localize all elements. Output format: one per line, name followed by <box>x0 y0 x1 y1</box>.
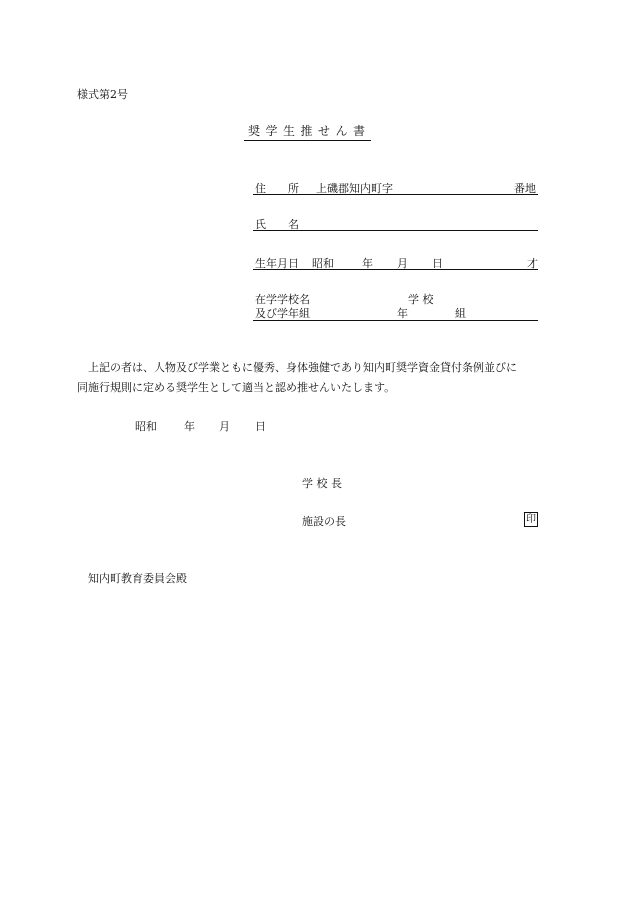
date-month: 月 <box>219 420 230 433</box>
school-underline <box>253 320 538 321</box>
school-name-label: 在学学校名 <box>255 293 310 306</box>
address-suffix: 番地 <box>514 182 536 195</box>
age-label: 才 <box>527 257 538 270</box>
address-label: 住 所 <box>255 182 299 195</box>
grade-class: 組 <box>455 307 466 320</box>
recommendation-text <box>77 358 517 398</box>
recommendation-line-2: 同施行規則に定める奨学生として適当と認め推せんいたします。 <box>77 381 396 394</box>
date-day: 日 <box>255 420 266 433</box>
birthdate-day: 日 <box>432 257 443 270</box>
date-era: 昭和 <box>135 420 157 433</box>
address-underline <box>253 194 538 195</box>
birthdate-month: 月 <box>397 257 408 270</box>
facility-head-label: 施設の長 <box>302 515 346 528</box>
grade-year: 年 <box>397 307 408 320</box>
birthdate-year: 年 <box>362 257 373 270</box>
school-suffix: 学 校 <box>408 293 434 306</box>
seal-mark: 印 <box>526 514 536 525</box>
grade-class-label: 及び学年組 <box>255 307 310 320</box>
document-title: 奨学生推せん書 <box>244 122 371 141</box>
recommendation-line-1: 上記の者は、人物及び学業ともに優秀、身体強健であり知内町奨学資金貸付条例並びに <box>88 361 517 374</box>
addressee: 知内町教育委員会殿 <box>88 572 187 585</box>
date-year: 年 <box>184 420 195 433</box>
name-label: 氏 名 <box>255 218 299 231</box>
name-underline <box>253 230 538 231</box>
address-prefix: 上磯郡知内町字 <box>316 182 393 195</box>
birthdate-underline <box>253 269 538 270</box>
birthdate-label: 生年月日 <box>255 257 299 270</box>
birthdate-era: 昭和 <box>312 257 334 270</box>
form-number: 様式第2号 <box>77 88 128 101</box>
principal-label: 学 校 長 <box>302 477 342 490</box>
